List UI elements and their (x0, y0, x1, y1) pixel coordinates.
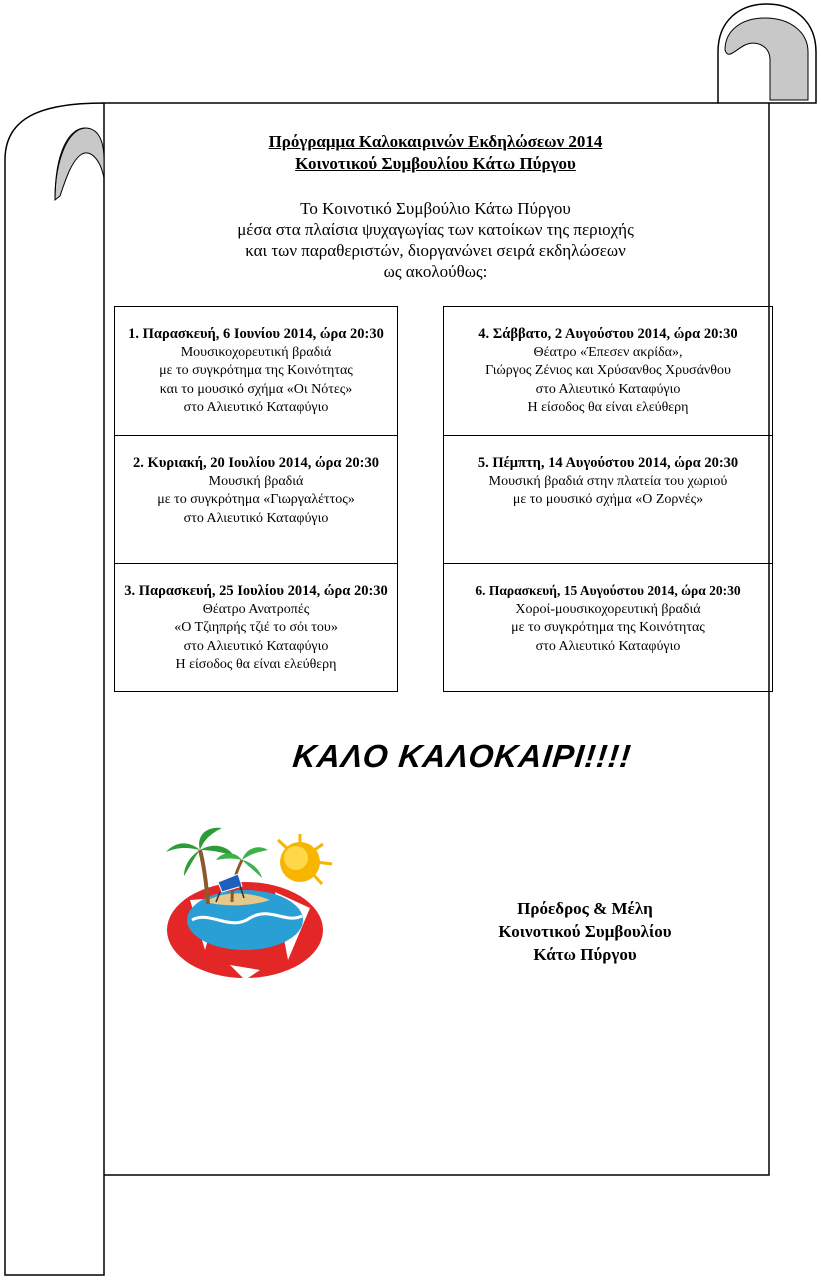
event-4-line-4: Η είσοδος θα είναι ελεύθερη (527, 400, 689, 415)
event-1-line-4: στο Αλιευτικό Καταφύγιο (183, 400, 329, 415)
event-cell-1 (114, 306, 398, 436)
summer-illustration (160, 820, 335, 990)
event-cell-6 (443, 563, 773, 692)
title-line-1: Πρόγραμμα Καλοκαιρινών Εκδηλώσεων 2014 (268, 132, 603, 151)
event-cell-3 (114, 563, 398, 692)
event-1-line-3: και το μουσικό σχήμα «Οι Νότες» (159, 381, 353, 397)
event-1-line-1: Μουσικοχορευτική βραδιά (180, 344, 332, 360)
intro-line-3: και των παραθεριστών, διοργανώνει σειρά εκδηλώσεων (245, 241, 626, 260)
event-3-heading: 3. Παρασκευή, 25 Ιουλίου 2014, ώρα 20:30 (124, 583, 388, 599)
event-2-heading: 2. Κυριακή, 20 Ιουλίου 2014, ώρα 20:30 (133, 455, 379, 471)
signature-line-3: Κάτω Πύργου (533, 945, 637, 964)
event-4-line-1: Θέατρο «Έπεσεν ακρίδα», (533, 344, 683, 360)
sun-icon (278, 834, 332, 884)
event-3-line-3: στο Αλιευτικό Καταφύγιο (183, 638, 329, 654)
event-2-line-2: με το συγκρότημα «Γιωργαλέττος» (157, 492, 355, 507)
greeting-text: ΚΑΛΟ ΚΑΛΟΚΑΙΡΙ!!!! (291, 738, 634, 774)
signature-line-1: Πρόεδρος & Μέλη (517, 899, 653, 918)
top-right-curl (718, 4, 816, 103)
event-6-heading: 6. Παρασκευή, 15 Αυγούστου 2014, ώρα 20:30 (475, 583, 741, 598)
event-6-line-2: με το συγκρότημα της Κοινότητας (511, 620, 705, 635)
event-4-line-3: στο Αλιευτικό Καταφύγιο (535, 381, 681, 397)
event-2-line-3: στο Αλιευτικό Καταφύγιο (183, 510, 329, 526)
event-1-line-2: με το συγκρότημα της Κοινότητας (159, 363, 353, 378)
event-cell-4 (443, 306, 773, 436)
event-cell-5 (443, 435, 773, 564)
event-3-line-4: Η είσοδος θα είναι ελεύθερη (175, 657, 337, 672)
signature-line-2: Κοινοτικού Συμβουλίου (498, 922, 672, 941)
intro-line-1: Το Κοινοτικό Συμβούλιο Κάτω Πύργου (300, 199, 571, 218)
event-6-line-3: στο Αλιευτικό Καταφύγιο (535, 638, 681, 654)
event-3-line-2: «Ο Τζιηπρής τζιέ το σόι του» (174, 620, 338, 635)
event-6-line-1: Χοροί-μουσικοχορευτική βραδιά (515, 601, 701, 617)
intro-line-4: ως ακολούθως: (383, 262, 488, 281)
event-4-line-2: Γιώργος Ζένιος και Χρύσανθος Χρυσάνθου (485, 363, 731, 378)
event-5-line-1: Μουσική βραδιά στην πλατεία του χωριού (488, 473, 728, 489)
event-cell-2 (114, 435, 398, 564)
event-5-heading: 5. Πέμπτη, 14 Αυγούστου 2014, ώρα 20:30 (477, 455, 739, 471)
event-5-line-2: με το μουσικό σχήμα «Ο Ζορνές» (512, 492, 704, 507)
lifebuoy-icon (167, 882, 323, 980)
event-1-heading: 1. Παρασκευή, 6 Ιουνίου 2014, ώρα 20:30 (128, 326, 384, 342)
event-2-line-1: Μουσική βραδιά (208, 473, 304, 489)
title-line-2: Κοινοτικού Συμβουλίου Κάτω Πύργου (295, 154, 576, 173)
event-3-line-1: Θέατρο Ανατροπές (202, 601, 310, 617)
event-4-heading: 4. Σάββατο, 2 Αυγούστου 2014, ώρα 20:30 (478, 326, 738, 342)
intro-line-2: μέσα στα πλαίσια ψυχαγωγίας των κατοίκων της περιοχής (237, 220, 634, 239)
